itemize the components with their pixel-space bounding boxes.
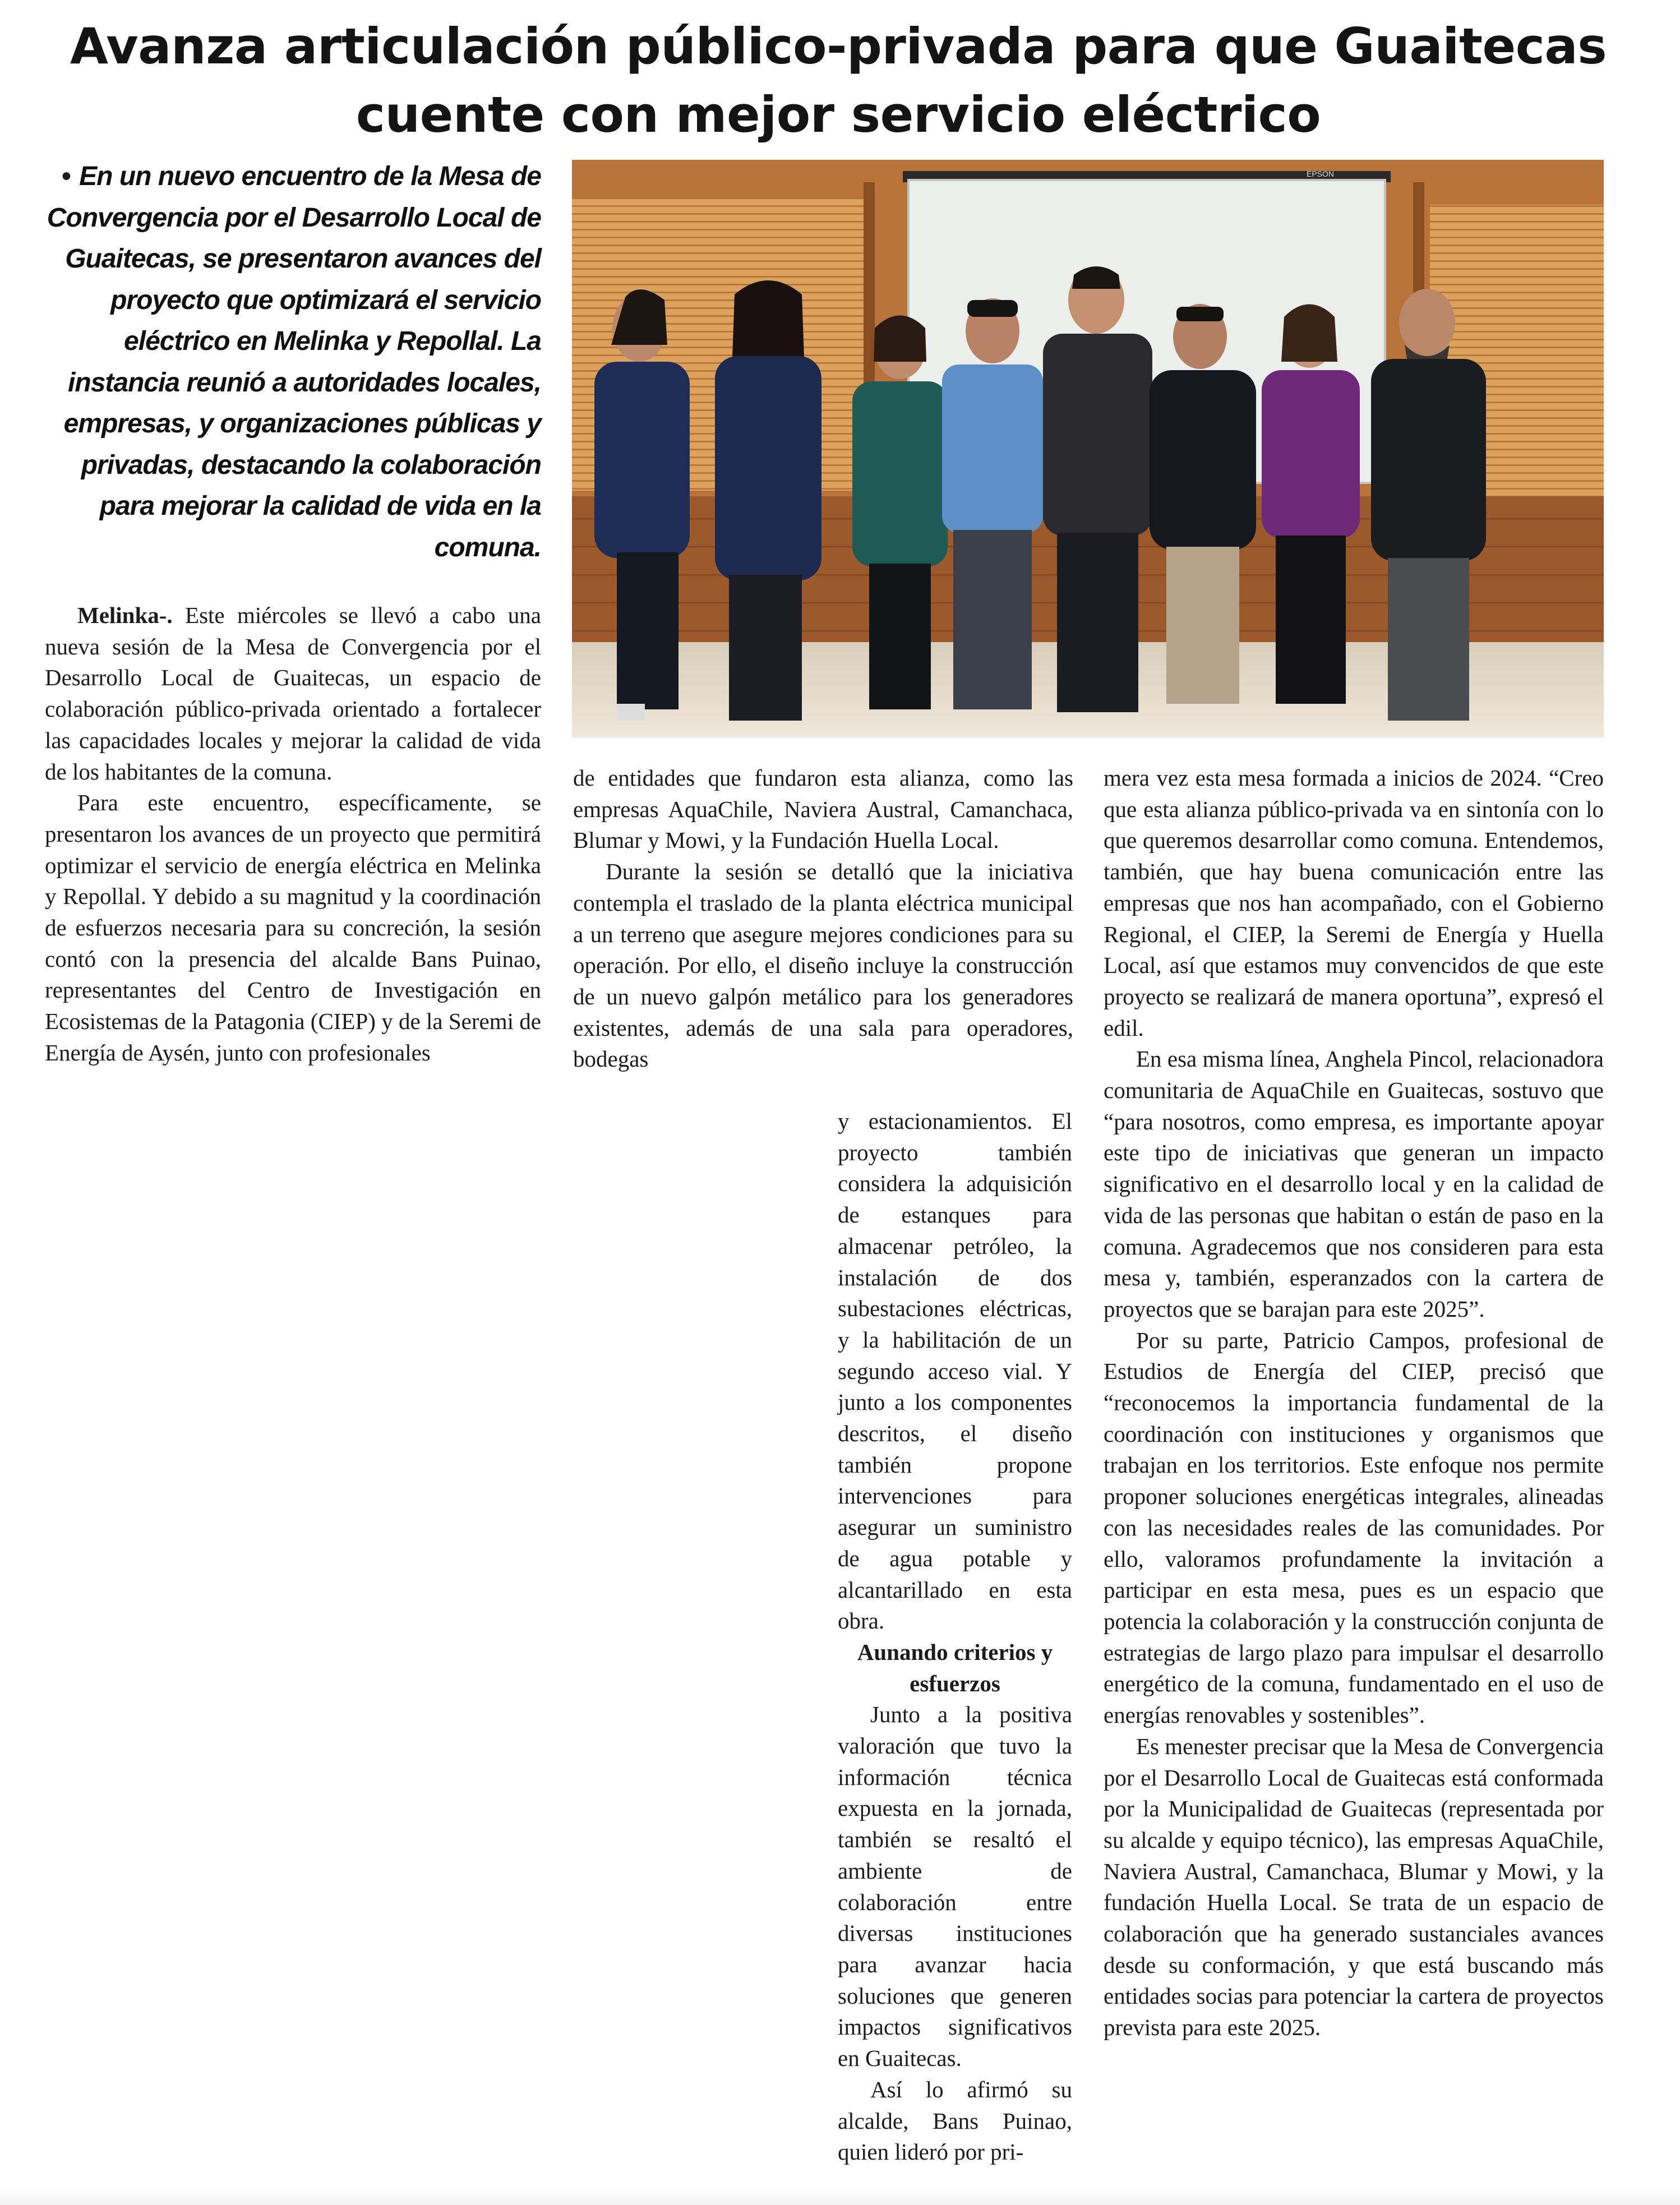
column-2	[573, 763, 1073, 1075]
column-3	[1104, 763, 1604, 2043]
group-photo	[572, 160, 1604, 737]
dateline: Melinka-.	[77, 602, 173, 628]
column-3-paragraph-2: En esa misma línea, Anghela Pincol, relacionadora comunitaria de AquaChile en Guaitecas, sostuvo que “para nosotros, como empresa, es importante apoyar este tipo de iniciativas que generan un impacto significativo en el desarrollo local y en la calidad de vida de las personas que habitan o están de paso en la comuna. Agradecemos que nos consideren para esta mesa y, también, esperanzados con la cartera de proyectos que se barajan para este 2025”.	[1104, 1046, 1604, 1322]
column-1-paragraph-2: Para este encuentro, específicamente, se presentaron los avances de un proyecto que permitirá optimizar el servicio de energía eléctrica en Melinka y Repollal. Y debido a su magnitud y la coordinación de esfuerzos necesaria para su concreción, la sesión contó con la presencia del alcalde Bans Puinao, representantes del Centro de Investigación en Ecosistemas de la Patagonia (CIEP) y de la Seremi de Energía de Aysén, junto con profesionales	[45, 790, 541, 1065]
headline	[45, 12, 1632, 149]
column-1	[45, 600, 541, 1069]
column-2b-paragraph-2: Junto a la positiva valoración que tuvo la información técnica expuesta en la jornada, también se resaltó el ambiente de colaboración entre diversas instituciones para avanzar hacia soluciones que generen impactos significativos en Guaitecas.	[838, 1701, 1072, 2072]
column-1-paragraph-1-text: Este miércoles se llevó a cabo una nueva sesión de la Mesa de Convergencia por el Desarrollo Local de Guaitecas, un espacio de colaboración público-privada orientado a fortalecer las capacidades locales y mejorar la calidad de vida de los habitantes de la comuna.	[45, 602, 541, 785]
headline-line-1: Avanza articulación público-privada para que Guaitecas	[70, 17, 1607, 75]
page-footer-strip	[0, 2190, 1680, 2205]
projector-brand: EPSON	[1307, 169, 1335, 178]
column-2-continuation	[838, 1106, 1072, 2168]
subheading: Aunando criterios y esfuerzos	[857, 1639, 1053, 1696]
column-3-paragraph-3: Por su parte, Patricio Campos, profesional de Estudios de Energía del CIEP, precisó que “reconocemos la importancia fundamental de la coordinación con instituciones y organismos que trabajan en los territorios. Este enfoque nos permite proponer soluciones energéticas integrales, alineadas con las necesidades reales de las comunidades. Por ello, valoramos profundamente la invitación a participar en esta mesa, pues es un espacio que potencia la colaboración y la construcción conjunta de estrategias de largo plazo para impulsar el desarrollo energético de la comuna, fundamentado en el uso de energías renovables y sostenibles”.	[1104, 1327, 1604, 1728]
column-2b-paragraph-3: Así lo afirmó su alcalde, Bans Puinao, quien lideró por pri-	[838, 2076, 1072, 2165]
column-2-paragraph-2: Durante la sesión se detalló que la iniciativa contempla el traslado de la planta eléctrica municipal a un terreno que asegure mejores condiciones para su operación. Por ello, el diseño incluye la construcción de un nuevo galpón metálico para los generadores existentes, además de una sala para operadores, bodegas	[573, 859, 1073, 1072]
column-1-paragraph-1	[45, 600, 541, 787]
column-2b-paragraph-1: y estacionamientos. El proyecto también considera la adquisición de estanques para almacenar petróleo, la instalación de dos subestaciones eléctricas, y la habilitación de un segundo acceso vial. Y junto a los componentes descritos, el diseño también propone intervenciones para asegurar un suministro de agua potable y alcantarillado en esta obra.	[838, 1108, 1072, 1634]
column-3-paragraph-1: mera vez esta mesa formada a inicios de 2024. “Creo que esta alianza público-privada va en sintonía con lo que queremos desarrollar como comuna. Entendemos, también, que hay buena comunicación entre las empresas que nos han acompañado, con el Gobierno Regional, el CIEP, la Seremi de Energía y Huella Local, así que estamos muy convencidos de que este proyecto se realizará de manera oportuna”, expresó el edil.	[1104, 765, 1604, 1041]
column-2-paragraph-1: de entidades que fundaron esta alianza, como las empresas AquaChile, Naviera Austral, Camanchaca, Blumar y Mowi, y la Fundación Huella Local.	[573, 765, 1073, 854]
column-3-paragraph-4: Es menester precisar que la Mesa de Convergencia por el Desarrollo Local de Guaitecas está conformada por la Municipalidad de Guaitecas (representada por su alcalde y equipo técnico), las empresas AquaChile, Naviera Austral, Camanchaca, Blumar y Mowi, y la fundación Huella Local. Se trata de un espacio de colaboración que ha generado sustanciales avances desde su conformación, y que está buscando más entidades socias para potenciar la cartera de proyectos prevista para este 2025.	[1104, 1733, 1604, 2041]
lead-paragraph: En un nuevo encuentro de la Mesa de Convergencia por el Desarrollo Local de Guaitecas, se presentaron avances del proyecto que optimizará el servicio eléctrico en Melinka y Repollal. La instancia reunió a autoridades locales, empresas, y organizaciones públicas y privadas, destacando la colaboración para mejorar la calidad de vida en la comuna.	[47, 162, 541, 562]
headline-line-2: cuente con mejor servicio eléctrico	[356, 86, 1321, 144]
lead-bullet: •	[62, 162, 71, 191]
